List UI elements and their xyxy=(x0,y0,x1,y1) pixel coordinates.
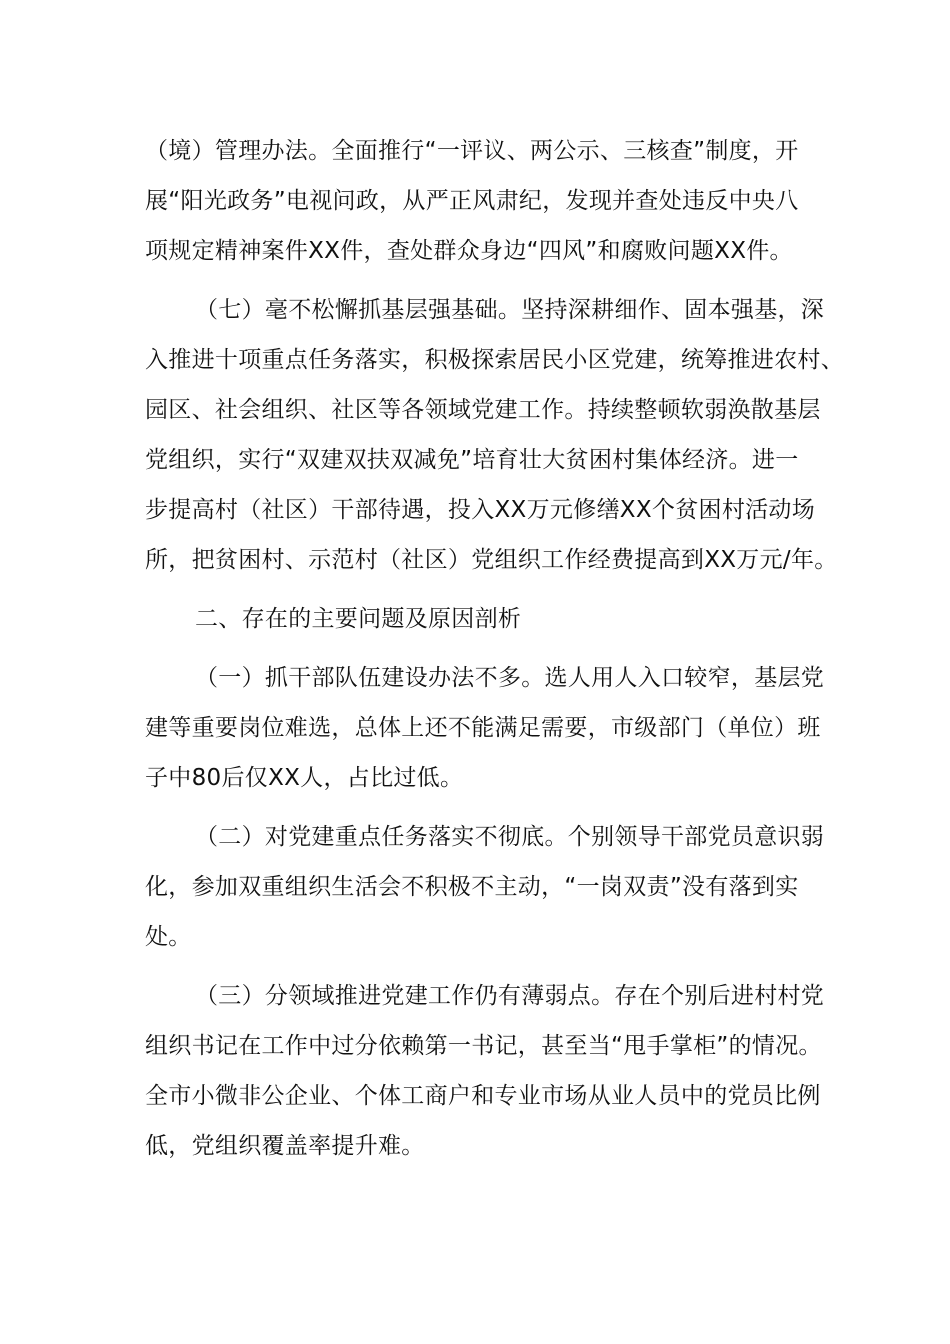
text-line: 建等重要岗位难选，总体上还不能满足需要，市级部门（单位）班 xyxy=(145,715,821,741)
paragraph-heading-2: （二）对党建重点任务落实不彻底。个别领导干部党员意识弱 xyxy=(195,824,825,850)
text-line: （境）管理办法。全面推行“一评议、两公示、三核查”制度，开 xyxy=(145,138,799,164)
text-line: 步提高村（社区）干部待遇，投入XX万元修缮XX个贫困村活动场 xyxy=(145,497,816,523)
paragraph-heading-3: （三）分领域推进党建工作仍有薄弱点。存在个别后进村村党 xyxy=(195,983,825,1009)
text-line: 园区、社会组织、社区等各领域党建工作。持续整顿软弱涣散基层 xyxy=(145,397,821,423)
text-line: 所，把贫困村、示范村（社区）党组织工作经费提高到XX万元/年。 xyxy=(145,547,838,573)
paragraph-heading-7: （七）毫不松懈抓基层强基础。坚持深耕细作、固本强基，深 xyxy=(195,297,825,323)
section-heading: 二、存在的主要问题及原因剖析 xyxy=(195,606,522,632)
paragraph-heading-1: （一）抓干部队伍建设办法不多。选人用人入口较窄，基层党 xyxy=(195,665,825,691)
text-line: 组织书记在工作中过分依赖第一书记，甚至当“甩手掌柜”的情况。 xyxy=(145,1033,822,1059)
text-line: 化，参加双重组织生活会不积极不主动，“一岗双责”没有落到实 xyxy=(145,874,799,900)
text-line: 处。 xyxy=(145,924,192,950)
text-line: 项规定精神案件XX件，查处群众身边“四风”和腐败问题XX件。 xyxy=(145,238,793,264)
text-line: 展“阳光政务”电视问政，从严正风肃纪，发现并查处违反中央八 xyxy=(145,188,799,214)
text-line: 全市小微非公企业、个体工商户和专业市场从业人员中的党员比例 xyxy=(145,1083,821,1109)
text-line: 党组织，实行“双建双扶双减免”培育壮大贫困村集体经济。进一 xyxy=(145,447,799,473)
text-line: 子中80后仅XX人，占比过低。 xyxy=(145,765,464,791)
text-line: 入推进十项重点任务落实，积极探索居民小区党建，统筹推进农村、 xyxy=(145,347,844,373)
text-line: 低，党组织覆盖率提升难。 xyxy=(145,1133,425,1159)
